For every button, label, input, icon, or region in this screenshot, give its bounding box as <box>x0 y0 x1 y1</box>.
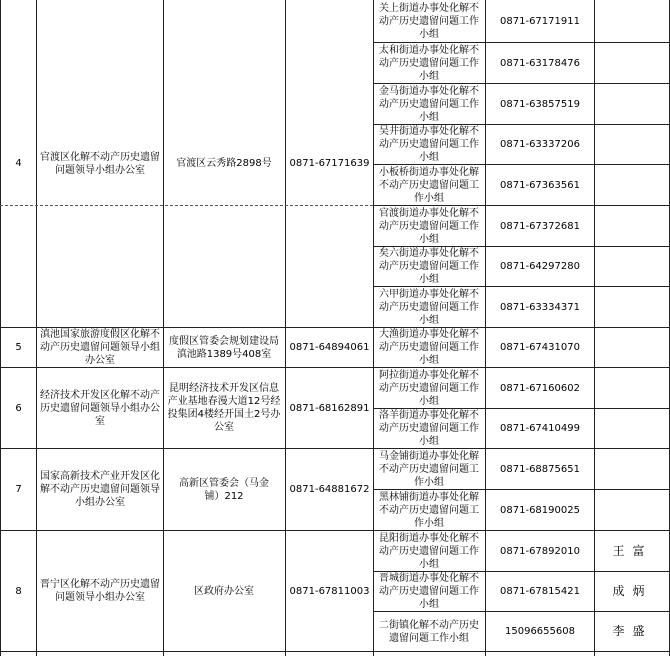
row-index: 8 <box>15 585 22 597</box>
sub-group-name: 二街镇化解不动产历史遗留问题工作小组 <box>379 619 479 644</box>
contact-person: 成炳 <box>612 584 653 598</box>
office-phone: 0871-64894061 <box>289 342 370 353</box>
sub-group-phone: 0871-63857519 <box>500 98 580 110</box>
sub-group-phone: 0871-63334371 <box>500 301 580 313</box>
sub-group-phone: 0871-67372681 <box>500 220 580 232</box>
row-index: 7 <box>15 484 22 495</box>
sub-group-phone: 0871-67171911 <box>500 15 580 27</box>
row-index: 4 <box>15 158 22 169</box>
sub-group-phone: 0871-67363561 <box>500 179 580 191</box>
sub-group-name: 吴井街道办事处化解不动产历史遗留问题工作小组 <box>379 126 479 163</box>
table-vline <box>163 0 164 656</box>
sub-group-phone: 0871-67431070 <box>500 342 580 353</box>
table-vline <box>36 0 37 656</box>
office-name: 滇池国家旅游度假区化解不动产历史遗留问题领导小组办公室 <box>40 329 160 366</box>
office-phone: 0871-67811003 <box>289 585 370 597</box>
row-index: 5 <box>15 342 22 353</box>
office-name: 官渡区化解不动产历史遗留问题领导小组办公室 <box>40 151 160 176</box>
sub-group-phone: 0871-67410499 <box>500 423 580 434</box>
office-phone: 0871-67171639 <box>289 158 370 169</box>
office-address: 区政府办公室 <box>194 585 254 597</box>
office-address: 昆明经济技术开发区信息产业基地春漫大道12号经投集团4楼经开国土2号办公室 <box>167 383 281 433</box>
sub-group-name: 黑林铺街道办事处化解不动产历史遗留问题工作小组 <box>379 491 479 529</box>
sub-group-phone: 0871-68875651 <box>500 463 580 475</box>
contact-person: 李盛 <box>612 624 653 638</box>
sub-group-name: 太和街道办事处化解不动产历史遗留问题工作小组 <box>379 44 479 82</box>
office-name: 经济技术开发区化解不动产历史遗留问题领导小组办公室 <box>40 389 160 427</box>
sub-group-phone: 0871-67160602 <box>500 382 580 394</box>
row-index: 6 <box>15 402 22 414</box>
table-hline <box>0 651 670 652</box>
sub-group-phone: 0871-64297280 <box>500 261 580 272</box>
sub-group-name: 阿拉街道办事处化解不动产历史遗留问题工作小组 <box>379 369 479 407</box>
office-name: 晋宁区化解不动产历史遗留问题领导小组办公室 <box>40 579 160 603</box>
sub-group-name: 矣六街道办事处化解不动产历史遗留问题工作小组 <box>379 248 479 285</box>
sub-group-name: 晋城街道办事处化解不动产历史遗留问题工作小组 <box>379 573 479 610</box>
office-phone: 0871-64881672 <box>289 484 370 495</box>
table-vline <box>373 0 374 656</box>
office-address: 官渡区云秀路2898号 <box>176 158 272 169</box>
sub-group-phone: 0871-63178476 <box>500 57 580 69</box>
office-name: 国家高新技术产业开发区化解不动产历史遗留问题领导小组办公室 <box>40 471 160 508</box>
sub-group-phone: 0871-67815421 <box>500 586 580 597</box>
office-address: 高新区管委会（马金铺）212 <box>179 477 269 502</box>
office-address: 度假区管委会规划建设局滇池路1389号408室 <box>169 335 279 360</box>
sub-group-name: 大渔街道办事处化解不动产历史遗留问题工作小组 <box>379 329 479 366</box>
sub-group-name: 官渡街道办事处化解不动产历史遗留问题工作小组 <box>379 207 479 245</box>
sub-group-name: 六甲街道办事处化解不动产历史遗留问题工作小组 <box>379 288 479 326</box>
sub-group-phone: 0871-68190025 <box>500 504 580 516</box>
contact-person: 王富 <box>612 543 653 558</box>
sub-group-phone: 15096655608 <box>505 626 575 637</box>
sub-group-phone: 0871-63337206 <box>500 139 580 150</box>
sub-group-phone: 0871-67892010 <box>500 545 580 557</box>
sub-group-name: 洛羊街道办事处化解不动产历史遗留问题工作小组 <box>379 410 479 447</box>
sub-group-name: 金马街道办事处化解不动产历史遗留问题工作小组 <box>379 85 479 123</box>
sub-group-name: 小板桥街道办事处化解不动产历史遗留问题工作小组 <box>379 166 479 204</box>
sub-group-name: 昆阳街道办事处化解不动产历史遗留问题工作小组 <box>379 532 479 570</box>
sub-group-name: 马金铺街道办事处化解不动产历史遗留问题工作小组 <box>379 450 479 488</box>
table-vline <box>594 0 595 656</box>
office-phone: 0871-68162891 <box>289 402 370 414</box>
sub-group-name: 关上街道办事处化解不动产历史遗留问题工作小组 <box>379 2 479 40</box>
